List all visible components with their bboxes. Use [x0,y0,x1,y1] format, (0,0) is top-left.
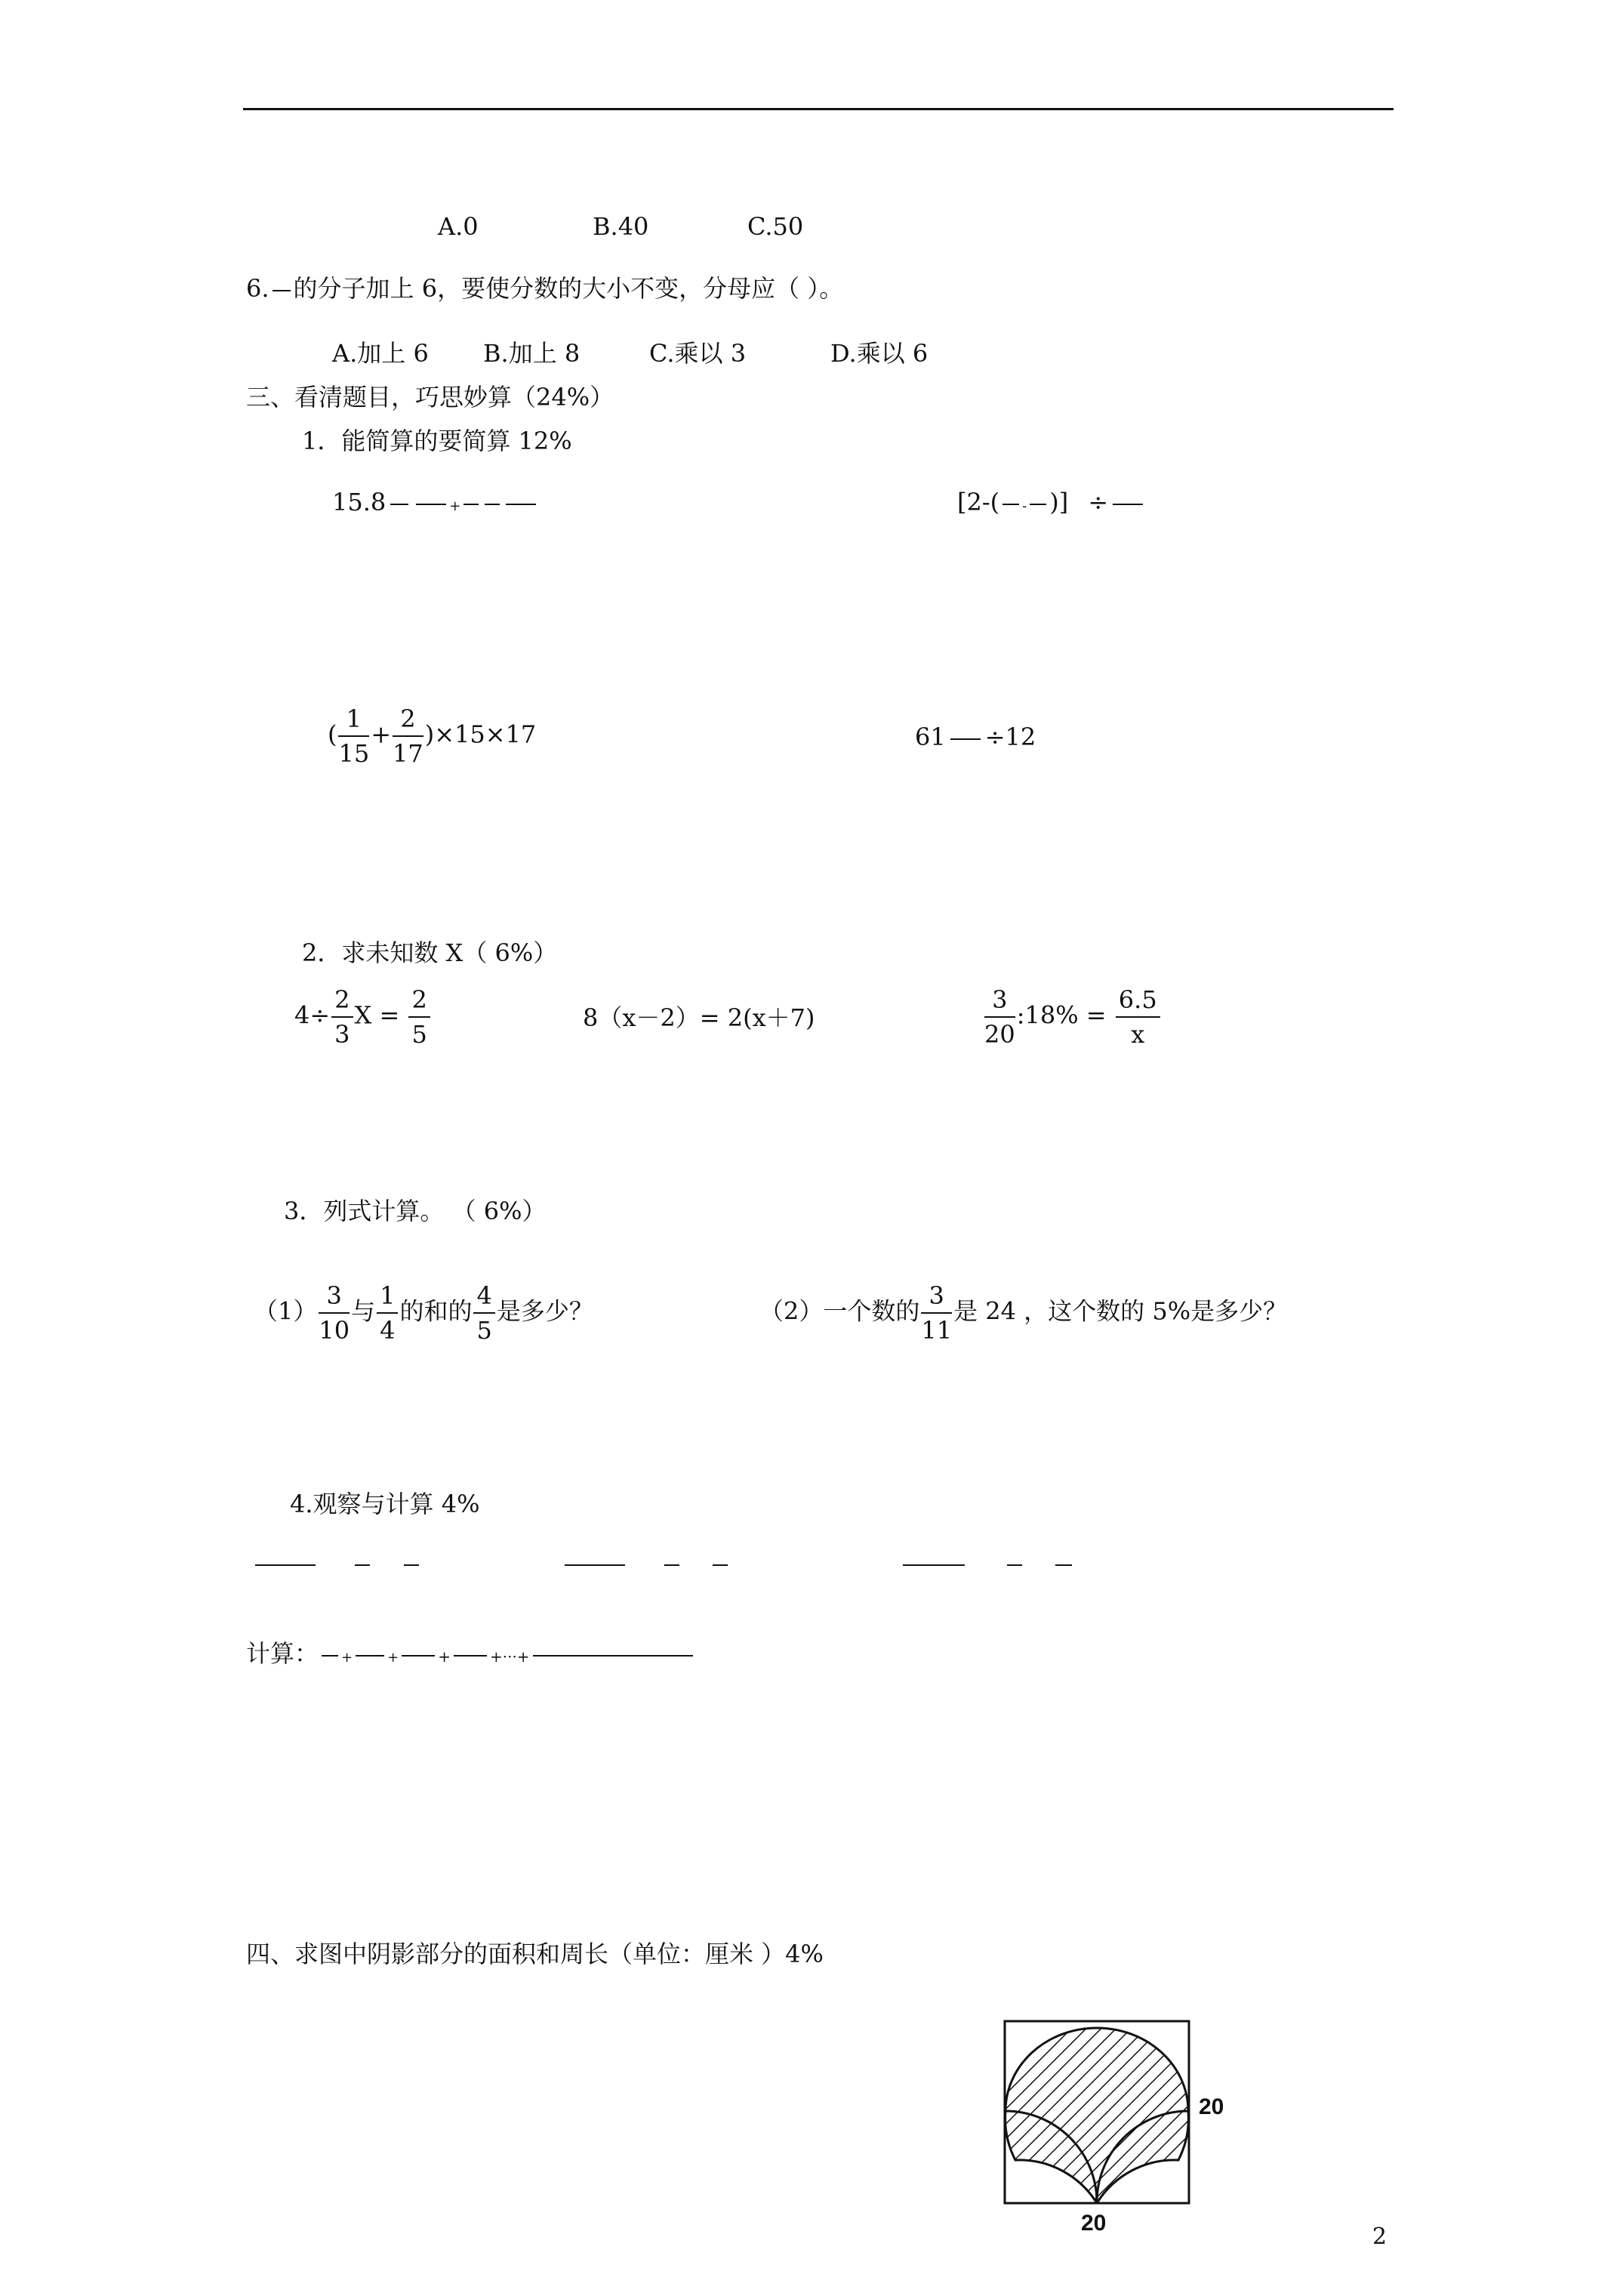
section3-title: 三、看清题目，巧思妙算（24%） [246,383,614,411]
blank-line [255,1564,316,1566]
section4-title: 四、求图中阴影部分的面积和周长（单位：厘米 ）4% [246,1940,824,1968]
equation-1: 4÷ $\frac{2}{3}$ X = $\frac{2}{5}$ [294,983,432,1051]
calc-label: 计算： [246,1639,319,1668]
blank-line [355,1564,370,1566]
q6-text: 的分子加上 6，要使分数的大小不变，分母应（ ）。 [293,274,844,303]
expr1-lead: 15.8 [332,488,387,516]
bottom-dimension-label: 20 [1081,2211,1107,2236]
q5-option-c: C.50 [747,212,804,241]
expr1: 15.8 + [332,487,539,522]
fraction: $\frac{2}{5}$ [408,983,430,1051]
q6-option-b: B.加上 8 [483,339,581,368]
part3-title: 3．列式计算。 （ 6%） [284,1197,547,1225]
blank-line [565,1564,625,1566]
blank-line [664,1564,679,1566]
q6-option-d: D.乘以 6 [830,339,929,368]
fraction: $\frac{2}{3}$ [331,983,353,1051]
expr3: ( $\frac{1}{15}$ + $\frac{2}{17}$ )×15×17 [328,702,536,770]
word-problem-1: （1） $\frac{3}{10}$ 与 $\frac{1}{4}$ 的和的 $\frac{4}{5}$ 是多少？ [254,1279,593,1347]
fraction: $\frac{1}{15}$ [338,702,369,770]
q6-question [246,273,843,304]
q5-option-a: A.0 [438,212,479,241]
side-dimension-label: 20 [1199,2094,1224,2119]
q6-fraction-placeholder [273,290,291,291]
part4-title: 4.观察与计算 4% [290,1490,480,1518]
blank-line [903,1564,965,1566]
blank-line [404,1564,419,1566]
blank-line [1007,1564,1022,1566]
expr2: [2-( - )] ÷ [957,487,1147,522]
q5-option-b: B.40 [593,212,649,241]
fraction: $\frac{6.5}{x}$ [1116,983,1160,1051]
q6-number: 6. [246,274,269,303]
q6-option-a: A.加上 6 [332,339,429,368]
blank-line [1055,1564,1072,1566]
fraction: $\frac{4}{5}$ [473,1279,494,1347]
part2-title: 2．求未知数 X（ 6%） [302,938,558,967]
fraction: $\frac{3}{20}$ [984,983,1015,1051]
word-problem-2: （2）一个数的 $\frac{3}{11}$ 是 24 ，这个数的 5%是多少？ [759,1279,1287,1347]
page-number: 2 [1372,2224,1387,2250]
fraction: $\frac{2}{17}$ [393,702,423,770]
q6-option-c: C.乘以 3 [649,339,747,368]
header-rule [243,108,1394,110]
equation-2: 8（x－2）= 2(x＋7) [583,1003,815,1032]
expr4: 61 ÷12 [915,723,1036,751]
fraction: $\frac{1}{4}$ [377,1279,398,1347]
calc-expression: 计算： + + + +···+ [246,1638,696,1673]
blank-line [713,1564,728,1566]
equation-3: $\frac{3}{20}$ :18% = $\frac{6.5}{x}$ [983,983,1162,1051]
part1-title: 1．能简算的要简算 12% [302,427,572,455]
fraction: $\frac{3}{11}$ [921,1279,952,1347]
fraction: $\frac{3}{10}$ [319,1279,350,1347]
expr2-lead: [2-( [957,488,1000,516]
